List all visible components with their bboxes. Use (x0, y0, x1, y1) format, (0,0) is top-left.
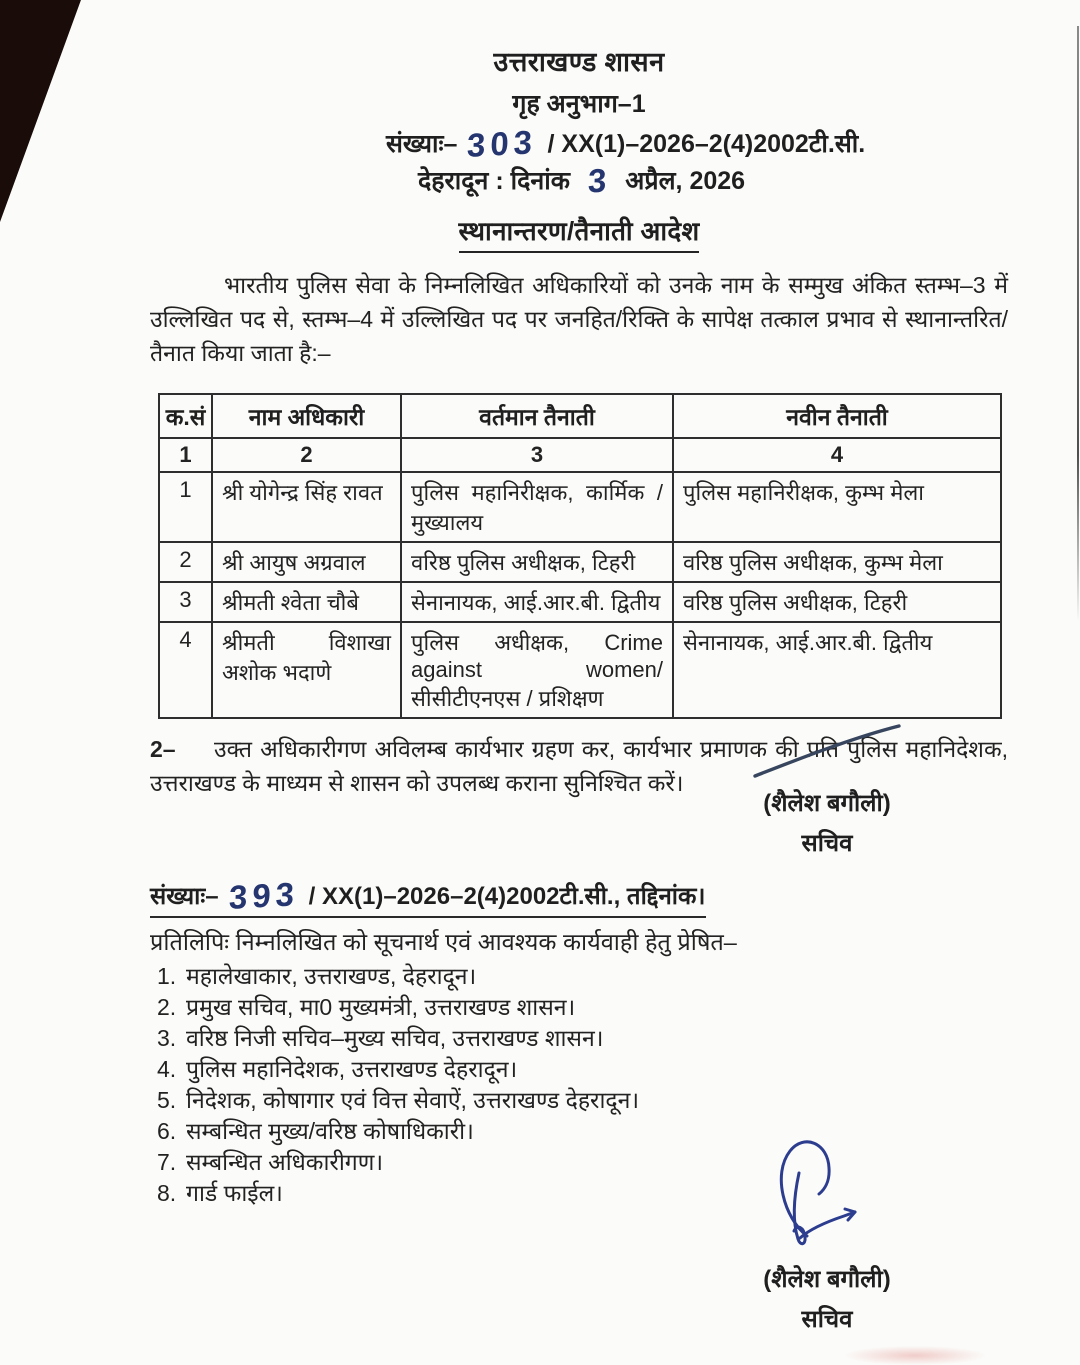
list-item: 1. महालेखाकार, उत्तराखण्ड, देहरादून। (157, 963, 477, 989)
instruction-paragraph: 2– उक्त अधिकारीगण अविलम्ब कार्यभार ग्रहण कर, कार्यभार प्रमाणक की प्रति पुलिस महानिदेशक, उत्तराखण्ड के माध्यम से शासन को उपलब्ध कराना सुनिश्चित करें। (150, 732, 1008, 800)
list-item: 6. सम्बन्धित मुख्य/वरिष्ठ कोषाधिकारी। (157, 1118, 474, 1144)
officer-name: श्रीमती श्वेता चौबे (212, 582, 401, 622)
letter-number-handwritten: 303 (466, 123, 539, 164)
signatory-designation: सचिव (801, 1306, 853, 1333)
date-suffix: अप्रैल, 2026 (625, 167, 746, 195)
copy-number-line: संख्याः– 393 / XX(1)–2026–2(4)2002टी.सी., तद्दिनांक। (150, 876, 706, 918)
new-posting: वरिष्ठ पुलिस अधीक्षक, टिहरी (673, 582, 1001, 622)
list-item: 8. गार्ड फाईल। (157, 1180, 283, 1206)
current-posting: पुलिस अधीक्षक, Crime against women/सीसीटीएनएस / प्रशिक्षण (401, 622, 673, 718)
list-item: 3. वरिष्ठ निजी सचिव–मुख्य सचिव, उत्तराखण्ड शासन। (157, 1025, 604, 1051)
list-item: 5. निदेशक, कोषागार एवं वित्त सेवाऐं, उत्तराखण्ड देहरादून। (157, 1087, 640, 1113)
col-header-name: नाम अधिकारी (212, 394, 401, 438)
signature-scribble (752, 1138, 902, 1258)
signatory-designation: सचिव (801, 830, 853, 857)
copy-number-handwritten: 393 (228, 875, 300, 916)
signatory-name: (शैलेश बगौली) (763, 1266, 891, 1293)
table-row: 2 श्री आयुष अग्रवाल वरिष्ठ पुलिस अधीक्षक, टिहरी वरिष्ठ पुलिस अधीक्षक, कुम्भ मेला (159, 542, 1001, 582)
document-title: स्थानान्तरण/तैनाती आदेश (150, 212, 1008, 253)
table-row: 3 श्रीमती श्वेता चौबे सेनानायक, आई.आर.बी. द्वितीय वरिष्ठ पुलिस अधीक्षक, टिहरी (159, 582, 1001, 622)
transfer-table (158, 393, 1002, 719)
signature-block-bottom (733, 1138, 921, 1335)
table-row: 4 श्रीमती विशाखा अशोक भदाणे पुलिस अधीक्षक, Crime against women/सीसीटीएनएस / प्रशिक्षण सेनानायक, आई.आर.बी. द्वितीय (159, 622, 1001, 718)
letter-number-prefix: संख्याः– (386, 130, 458, 158)
col-header-new: नवीन तैनाती (673, 394, 1001, 438)
order-paragraph: भारतीय पुलिस सेवा के निम्नलिखित अधिकारियों को उनके नाम के सम्मुख अंकित स्तम्भ–3 में उल्लिखित पद से, स्तम्भ–4 में उल्लिखित पद पर जनहित/रिक्ति के सापेक्ष तत्काल प्रभाव से स्थानान्तरित/तैनात किया जाता है:– (150, 272, 1008, 366)
document-body (150, 42, 1008, 823)
place-date-prefix: देहरादून : दिनांक (418, 167, 570, 195)
current-posting: पुलिस महानिरीक्षक, कार्मिक /मुख्यालय (401, 472, 673, 542)
org-title: उत्तराखण्ड शासन (493, 47, 665, 77)
new-posting: सेनानायक, आई.आर.बी. द्वितीय (673, 622, 1001, 718)
scan-smudge (845, 1346, 985, 1365)
signatory-name: (शैलेश बगौली) (763, 790, 891, 817)
current-posting: सेनानायक, आई.आर.बी. द्वितीय (401, 582, 673, 622)
dept-title: गृह अनुभाग–1 (512, 90, 646, 118)
copy-intro-line: प्रतिलिपिः निम्नलिखित को सूचनार्थ एवं आवश्यक कार्यवाही हेतु प्रेषित– (150, 929, 737, 955)
clause-number: 2– (150, 736, 176, 762)
list-item: 7. सम्बन्धित अधिकारीगण। (157, 1149, 384, 1175)
signature-block-top (733, 720, 921, 859)
officer-name: श्री योगेन्द्र सिंह रावत (212, 472, 401, 542)
table-row: 1 श्री योगेन्द्र सिंह रावत पुलिस महानिरीक्षक, कार्मिक /मुख्यालय पुलिस महानिरीक्षक, कुम्भ मेला (159, 472, 1001, 542)
current-posting: वरिष्ठ पुलिस अधीक्षक, टिहरी (401, 542, 673, 582)
list-item: 4. पुलिस महानिदेशक, उत्तराखण्ड देहरादून। (157, 1056, 518, 1082)
col-header-current: वर्तमान तैनाती (401, 394, 673, 438)
new-posting: वरिष्ठ पुलिस अधीक्षक, कुम्भ मेला (673, 542, 1001, 582)
officer-name: श्री आयुष अग्रवाल (212, 542, 401, 582)
table-header-row (159, 394, 1001, 438)
place-date-line (150, 161, 1008, 200)
date-handwritten: 3 (587, 161, 608, 200)
letter-number-suffix: / XX(1)–2026–2(4)2002टी.सी. (547, 130, 866, 158)
letter-number-line (150, 123, 1008, 164)
new-posting: पुलिस महानिरीक्षक, कुम्भ मेला (673, 472, 1001, 542)
list-item: 2. प्रमुख सचिव, मा0 मुख्यमंत्री, उत्तराखण्ड शासन। (157, 994, 576, 1020)
officer-name: श्रीमती विशाखा अशोक भदाणे (212, 622, 401, 718)
scan-edge-line (1077, 26, 1079, 622)
scan-corner-artifact (0, 0, 92, 222)
column-number-row: 1 2 3 4 (159, 438, 1001, 472)
signature-stroke (747, 720, 907, 782)
col-header-sn: क.सं (159, 394, 212, 438)
